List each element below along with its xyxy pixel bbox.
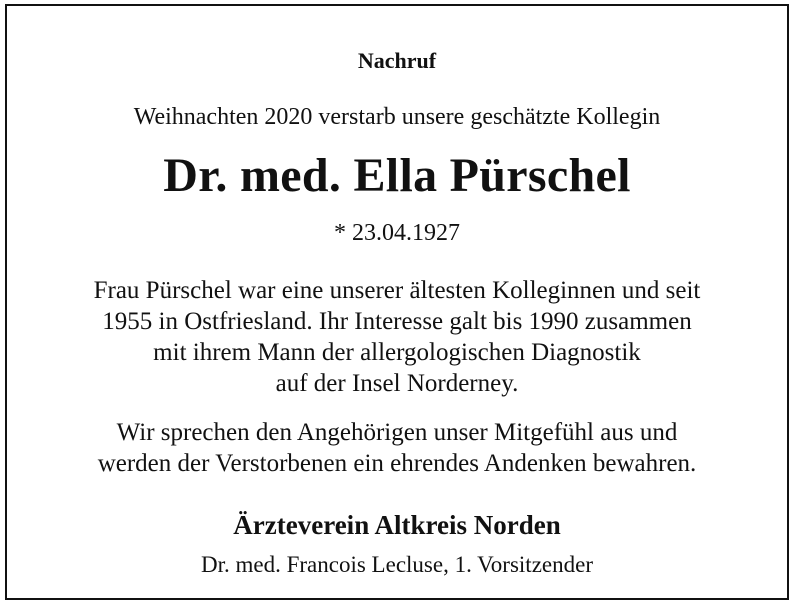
- condolence-paragraph: [7, 417, 787, 479]
- notice-heading: Nachruf: [357, 48, 437, 73]
- obituary-notice: [5, 4, 789, 600]
- biography-line: 1955 in Ostfriesland. Ihr Interesse galt bis 1990 zusammen: [102, 308, 692, 335]
- deceased-name: Dr. med. Ella Pürschel: [163, 149, 631, 202]
- biography-line: auf der Insel Norderney.: [275, 370, 519, 397]
- birth-date: * 23.04.1927: [334, 220, 460, 246]
- biography-line: Frau Pürschel war eine unserer ältesten Kolleginnen und seit: [93, 277, 701, 304]
- signer-line: Dr. med. Francois Lecluse, 1. Vorsitzender: [201, 552, 593, 577]
- intro-line: Weihnachten 2020 verstarb unsere geschätzte Kollegin: [133, 104, 661, 130]
- condolence-line: Wir sprechen den Angehörigen unser Mitgefühl aus und: [116, 419, 678, 446]
- biography-paragraph: [7, 275, 787, 399]
- biography-line: mit ihrem Mann der allergologischen Diagnostik: [153, 339, 641, 366]
- condolence-line: werden der Verstorbenen ein ehrendes Andenken bewahren.: [97, 450, 697, 477]
- organization-name: Ärzteverein Altkreis Norden: [233, 510, 561, 540]
